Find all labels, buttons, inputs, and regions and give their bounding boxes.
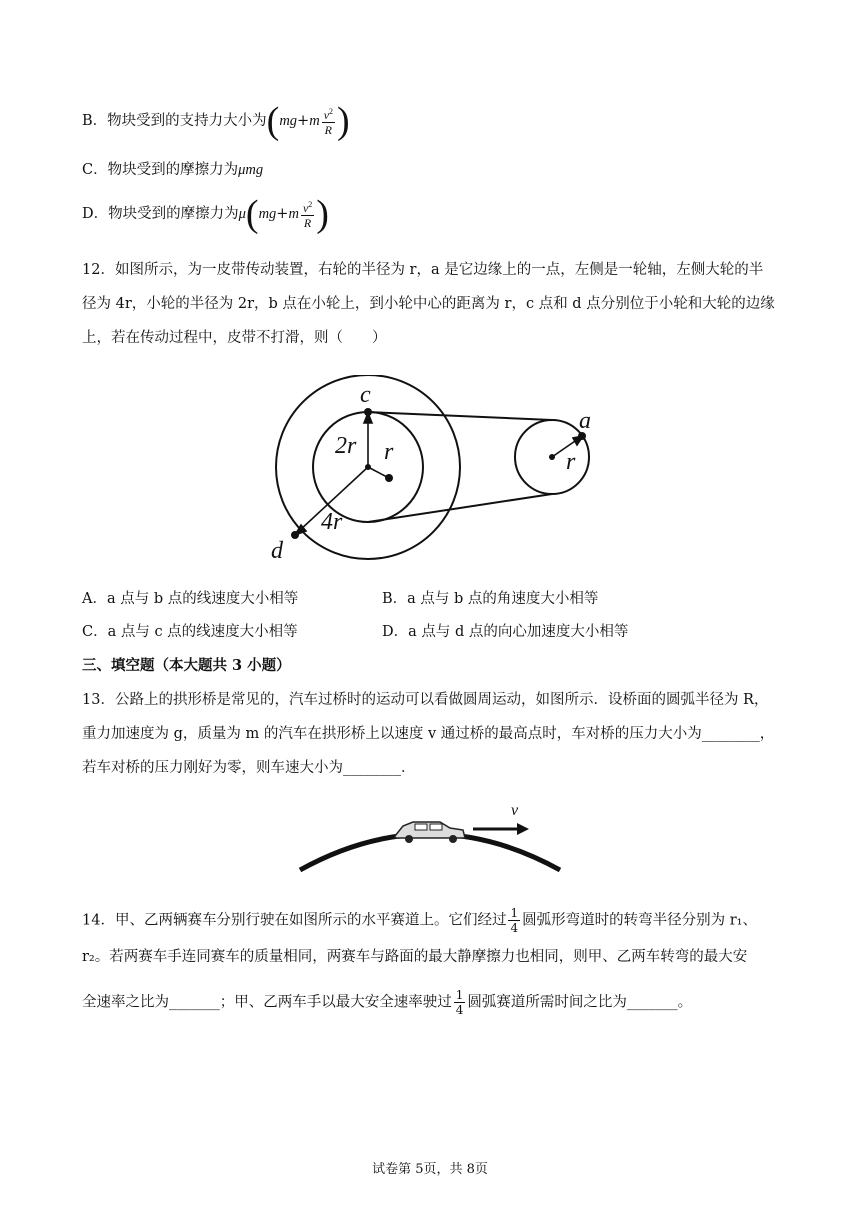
label-4r: 4r [321, 509, 343, 535]
q14-line-3-b: 圆弧赛道所需时间之比为_______。 [467, 994, 693, 1011]
q14-line-1 [82, 906, 757, 935]
q12-line-3: 上，若在传动过程中，皮带不打滑，则（ ） [82, 330, 387, 346]
fraction-v2-over-r: $\frac{v^2}{R}$ [302, 200, 313, 230]
point-c [364, 408, 372, 416]
section-heading: 三、填空题（本大题共 3 小题） [82, 657, 291, 674]
expr-m: m [288, 206, 299, 222]
option-c-label: C．物块受到的摩擦力为 [82, 162, 239, 178]
paren-open: ( [245, 193, 259, 235]
q12-option-b: B．a 点与 b 点的角速度大小相等 [382, 591, 599, 607]
q11-option-c [82, 158, 263, 179]
label-a: a [579, 408, 591, 434]
q14-line-3-a: 全速率之比为_______；甲、乙两车手以最大安全速率驶过 [82, 994, 452, 1011]
center-large [365, 464, 371, 470]
expr-m: m [309, 113, 320, 129]
fraction-one-quarter: $\frac{1}{4}$ [455, 988, 464, 1017]
q13-line-1: 13．公路上的拱形桥是常见的，汽车过桥时的运动可以看做圆周运动，如图所示．设桥面的圆弧半径为 R， [82, 692, 769, 708]
bridge-arch [300, 834, 560, 870]
velocity-label: v [511, 802, 519, 819]
label-2r: 2r [335, 433, 357, 459]
q12-line-1: 12．如图所示，为一皮带传动装置，右轮的半径为 r，a 是它边缘上的一点，左侧是一轮轴，左侧大轮的半 [82, 262, 764, 278]
belt-bottom [368, 494, 552, 522]
expr-mu-mg: μmg [238, 162, 264, 178]
center-right [549, 454, 555, 460]
expr-plus: + [297, 113, 310, 129]
label-r-right: r [566, 449, 576, 475]
q14-line-2: r₂。若两赛车手连同赛车的质量相同，两赛车与路面的最大静摩擦力也相同，则甲、乙两车转弯的最大安 [82, 949, 748, 965]
q11-option-d [82, 195, 329, 233]
fraction-one-quarter: $\frac{1}{4}$ [510, 906, 519, 935]
page-footer: 试卷第 5页，共 8页 [372, 1162, 488, 1177]
belt-drive-diagram [255, 375, 615, 570]
paren-close: ) [337, 100, 350, 142]
car-icon [395, 822, 465, 843]
fraction-v2-over-r: $\frac{v^2}{R}$ [323, 107, 334, 137]
option-d-label: D．物块受到的摩擦力为 [82, 206, 239, 222]
q12-line-2: 径为 4r，小轮的半径为 2r，b 点在小轮上，到小轮中心的距离为 r，c 点和 d 点分别位于小轮和大轮的边缘 [82, 296, 775, 312]
q14-line-3 [82, 988, 692, 1017]
q13-line-3: 若车对桥的压力刚好为零，则车速大小为________． [82, 760, 416, 776]
label-c: c [360, 382, 371, 408]
expr-plus: + [276, 206, 289, 222]
velocity-arrow-head [517, 823, 529, 835]
label-r-small: r [384, 439, 394, 465]
q14-line-1-b: 圆弧形弯道时的转弯半径分别为 r₁、 [522, 912, 757, 929]
option-b-label: B．物块受到的支持力大小为 [82, 113, 267, 129]
q11-option-b [82, 102, 350, 140]
expr-mu: μ [238, 206, 246, 222]
expr-mg: mg [279, 113, 298, 129]
point-b [385, 474, 393, 482]
expr-mg: mg [258, 206, 277, 222]
q12-option-c: C．a 点与 c 点的线速度大小相等 [82, 624, 298, 640]
point-d [291, 531, 299, 539]
q12-option-a: A．a 点与 b 点的线速度大小相等 [82, 591, 299, 607]
q12-option-d: D．a 点与 d 点的向心加速度大小相等 [382, 624, 629, 640]
paren-open: ( [266, 100, 280, 142]
q13-line-2: 重力加速度为 g，质量为 m 的汽车在拱形桥上以速度 v 通过桥的最高点时，车对桥的压力大小为________， [82, 726, 775, 742]
q14-line-1-a: 14．甲、乙两辆赛车分别行驶在如图所示的水平赛道上。它们经过 [82, 912, 507, 929]
paren-close: ) [316, 193, 329, 235]
arch-bridge-diagram [295, 798, 565, 873]
label-d: d [271, 538, 283, 564]
